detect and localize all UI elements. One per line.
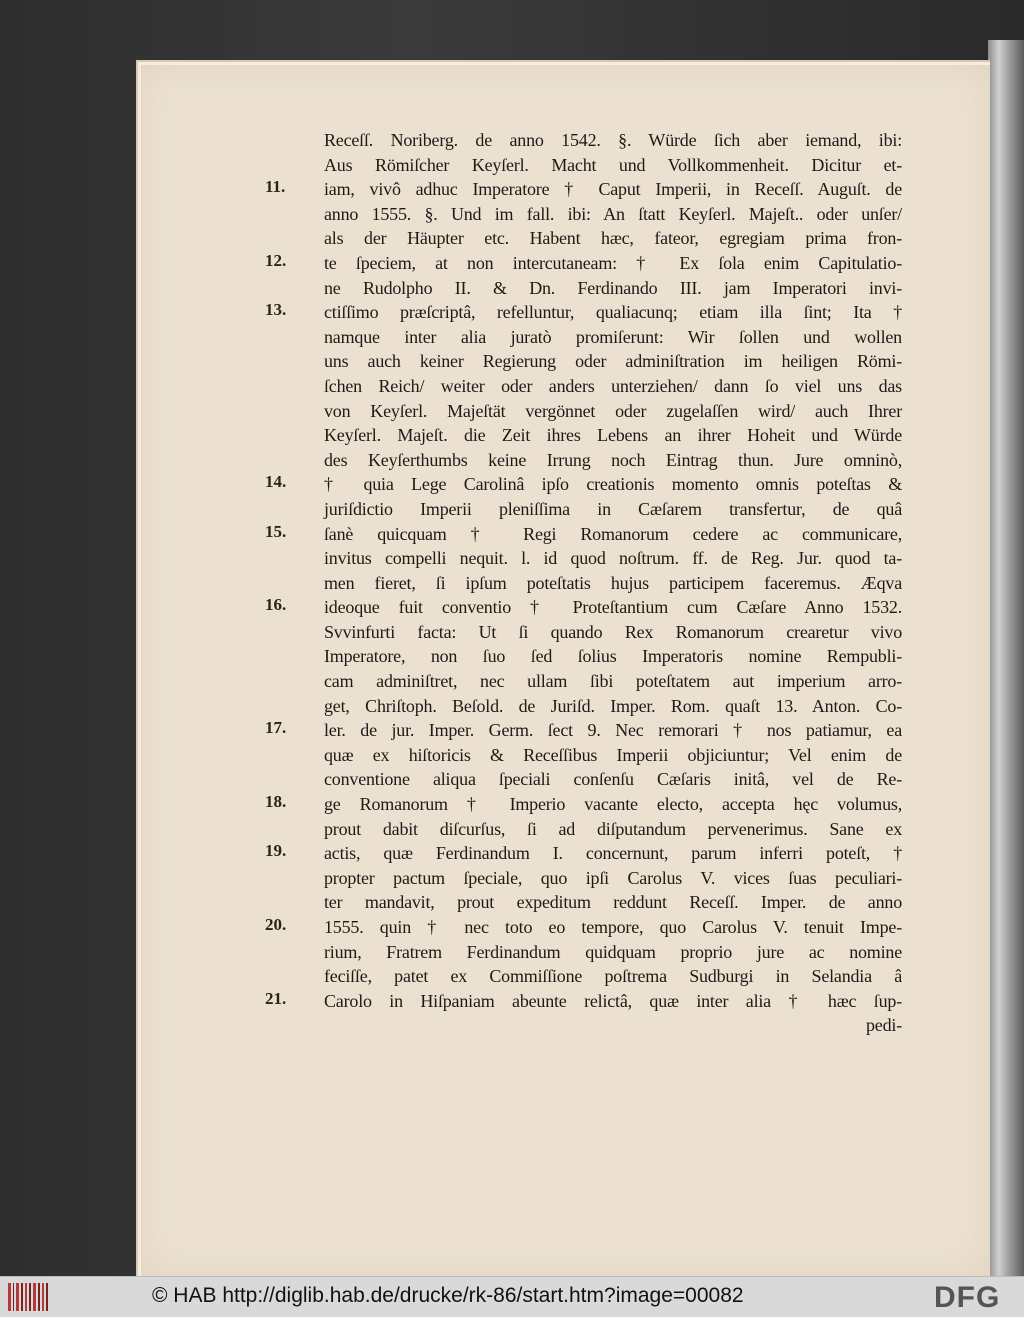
text-line: namque inter alia juratò promiſerunt: Wir ſollen und wollen	[324, 326, 902, 347]
text-line: ſchen Reich/ weiter oder anders unterziehen/ dann ſo viel uns das	[324, 375, 902, 396]
footer-url-text: © HAB http://diglib.hab.de/drucke/rk-86/start.htm?image=00082	[152, 1284, 744, 1307]
text-line: ge Romanorum † Imperio vacante electo, accepta hęc volumus,	[324, 794, 902, 815]
text-line: Svvinfurti facta: Ut ſi quando Rex Romanorum crearetur vivo	[324, 621, 902, 642]
margin-number: 17.	[265, 718, 287, 738]
text-line: ſanè quicquam † Regi Romanorum cedere ac communicare,	[324, 523, 902, 544]
text-line: als der Häupter etc. Habent hæc, fateor, egregiam prima fron-	[324, 228, 902, 249]
text-line: actis, quæ Ferdinandum I. concernunt, parum inferri poteſt, †	[324, 843, 902, 864]
margin-number: 11.	[265, 177, 286, 197]
text-line: men fieret, ſi ipſum poteſtatis hujus participem faceremus. Æqva	[324, 572, 902, 593]
text-line: ideoque fuit conventio † Proteſtantium cum Cæſare Anno 1532.	[324, 597, 902, 618]
text-line: des Keyſerthumbs keine Irrung noch Eintrag thun. Jure omninò,	[324, 449, 902, 470]
text-line: iam, vivô adhuc Imperatore † Caput Imperii, in Receſſ. Auguſt. de	[324, 179, 902, 200]
page-text-block	[324, 128, 902, 1038]
text-line: von Keyſerl. Majeſtät vergönnet oder zugelaſſen wird/ auch Ihrer	[324, 400, 902, 421]
text-line: feciſſe, patet ex Commiſſione poſtrema Sudburgi in Selandia â	[324, 966, 902, 987]
text-line: Receſſ. Noriberg. de anno 1542. §. Würde ſich aber iemand, ibi:	[324, 130, 902, 150]
footer-bar	[0, 1276, 1024, 1317]
text-line: te ſpeciem, at non intercutaneam: † Ex ſola enim Capitulatio-	[324, 252, 902, 273]
text-line: propter pactum ſpeciale, quo ipſi Carolus V. vices ſuas peculiari-	[324, 867, 902, 888]
text-line: juriſdictio Imperii pleniſſima in Cæſarem transfertur, de quâ	[324, 498, 902, 519]
margin-number: 14.	[265, 472, 287, 492]
margin-number: 19.	[265, 841, 287, 861]
text-line: Imperatore, non ſuo ſed ſolius Imperatoris nomine Rempubli-	[324, 646, 902, 667]
text-line: ler. de jur. Imper. Germ. ſect 9. Nec remorari † nos patiamur, ea	[324, 720, 902, 741]
book-page	[136, 60, 990, 1278]
margin-number: 12.	[265, 251, 287, 270]
text-line: quæ ex hiſtoricis & Receſſibus Imperii objiciuntur; Vel enim de	[324, 744, 902, 765]
text-line: Keyſerl. Majeſt. die Zeit ihres Lebens an ihrer Hoheit und Würde	[324, 425, 902, 446]
text-line: conventione aliqua ſpeciali conſenſu Cæſaris initâ, vel de Re-	[324, 769, 902, 790]
margin-number: 20.	[265, 915, 287, 935]
book-edge	[988, 40, 1024, 1276]
margin-number: 13.	[265, 300, 287, 320]
text-line: ne Rudolpho II. & Dn. Ferdinando III. jam Imperatori invi-	[324, 277, 902, 298]
text-line: 1555. quin † nec toto eo tempore, quo Carolus V. tenuit Impe-	[324, 917, 902, 937]
text-line: † quia Lege Carolinâ ipſo creationis momento omnis poteſtas &	[324, 474, 902, 495]
text-line: ctiſſimo præſcriptâ, refelluntur, qualiacunq; etiam illa ſint; Ita †	[324, 302, 902, 323]
text-line: rium, Fratrem Ferdinandum quidquam proprio jure ac nomine	[324, 941, 902, 962]
margin-number: 15.	[265, 521, 287, 541]
dfg-logo: DFG	[934, 1281, 1001, 1314]
hab-logo-icon	[8, 1283, 48, 1311]
text-line: get, Chriſtoph. Beſold. de Juriſd. Imper. Rom. quaſt 13. Anton. Co-	[324, 695, 902, 716]
text-line: pedi-	[866, 1015, 902, 1036]
text-line: cam adminiſtret, nec ullam ſibi poteſtatem aut imperium arro-	[324, 671, 902, 692]
margin-number: 21.	[265, 989, 287, 1008]
margin-number: 16.	[265, 595, 287, 615]
text-line: anno 1555. §. Und im fall. ibi: An ſtatt Keyſerl. Majeſt.. oder unſer/	[324, 203, 902, 224]
text-line: invitus compelli nequit. l. id quod noſtrum. ff. de Reg. Jur. quod ta-	[324, 548, 902, 569]
margin-number: 18.	[265, 792, 287, 812]
text-line: ter mandavit, prout expeditum reddunt Receſſ. Imper. de anno	[324, 892, 902, 913]
text-line: Aus Römiſcher Keyſerl. Macht und Vollkommenheit. Dicitur et-	[324, 154, 902, 175]
text-line: uns auch keiner Regierung oder adminiſtration im heiligen Römi-	[324, 351, 902, 372]
text-line: Carolo in Hiſpaniam abeunte relictâ, quæ inter alia † hæc ſup-	[324, 990, 902, 1011]
text-line: prout dabit diſcurſus, ſi ad diſputandum pervenerimus. Sane ex	[324, 818, 902, 839]
